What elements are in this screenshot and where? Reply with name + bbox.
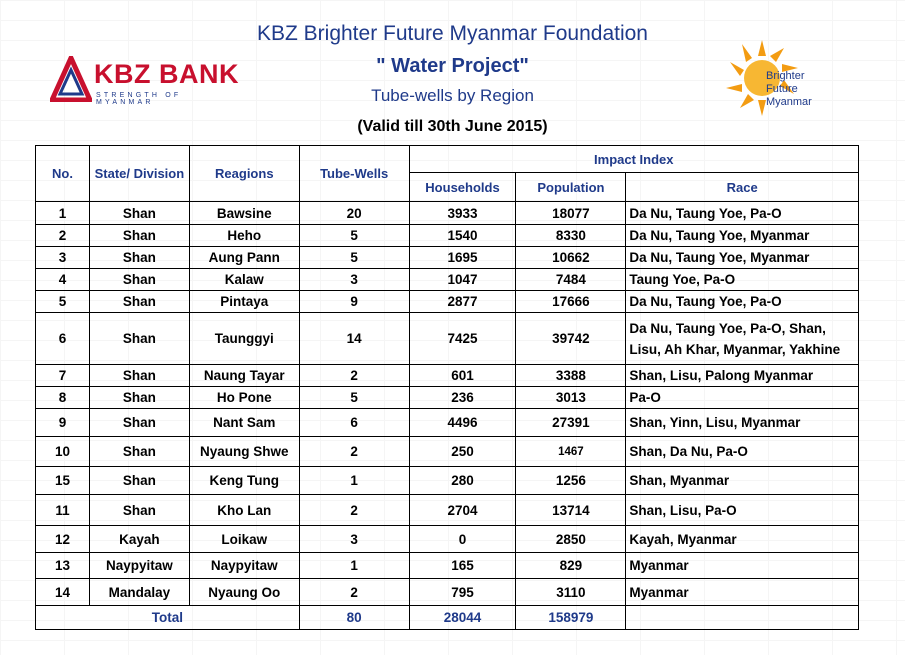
cell-households: 601 [409,365,516,387]
cell-state: Shan [89,202,189,225]
table-row [36,225,859,247]
cell-race: Kayah, Myanmar [626,526,859,553]
header-households: Households [409,173,516,202]
cell-region: Heho [189,225,299,247]
header-population: Population [516,173,626,202]
cell-households: 1540 [409,225,516,247]
cell-state: Shan [89,225,189,247]
validity-note: (Valid till 30th June 2015) [357,118,548,135]
total-row [36,606,859,630]
cell-state: Shan [89,247,189,269]
cell-tubewells: 14 [299,313,409,365]
cell-state: Shan [89,365,189,387]
table-row [36,202,859,225]
header-no: No. [36,146,90,202]
cell-tubewells: 2 [299,437,409,467]
table-row [36,495,859,526]
cell-race: Shan, Myanmar [626,467,859,495]
cell-population: 3013 [516,387,626,409]
cell-tubewells: 5 [299,225,409,247]
race-line-1: Da Nu, Taung Yoe, Pa-O, Shan, [629,320,826,336]
cell-households: 7425 [409,313,516,365]
table-row [36,526,859,553]
race-line-2: Lisu, Ah Khar, Myanmar, Yakhine [629,341,841,357]
cell-region: Ho Pone [189,387,299,409]
cell-no: 6 [36,313,90,365]
kbz-logo-text: KBZ BANK [94,59,239,89]
table-row [36,247,859,269]
header-tubewells: Tube-Wells [299,146,409,202]
cell-no: 8 [36,387,90,409]
cell-race: Da Nu, Taung Yoe, Myanmar [626,247,859,269]
cell-population: 27391 [516,409,626,437]
cell-households: 165 [409,553,516,579]
cell-no: 1 [36,202,90,225]
cell-race: Shan, Lisu, Pa-O [626,495,859,526]
cell-population: 829 [516,553,626,579]
header-impact-index: Impact Index [409,146,858,173]
total-population: 158979 [516,606,626,630]
cell-households: 1047 [409,269,516,291]
bfm-line-2: Future [766,83,798,95]
kbz-bank-logo [50,56,240,106]
cell-state: Mandalay [89,579,189,606]
cell-race: Shan, Yinn, Lisu, Myanmar [626,409,859,437]
cell-race: Myanmar [626,579,859,606]
cell-no: 14 [36,579,90,606]
cell-households: 3933 [409,202,516,225]
total-households: 28044 [409,606,516,630]
cell-no: 2 [36,225,90,247]
cell-tubewells: 3 [299,269,409,291]
cell-households: 2877 [409,291,516,313]
cell-race: Myanmar [626,553,859,579]
cell-households: 250 [409,437,516,467]
table-row [36,365,859,387]
cell-households: 280 [409,467,516,495]
subtitle: Tube-wells by Region [371,86,534,105]
cell-no: 13 [36,553,90,579]
org-title: KBZ Brighter Future Myanmar Foundation [256,22,648,45]
cell-population: 3110 [516,579,626,606]
cell-no: 3 [36,247,90,269]
cell-tubewells: 5 [299,247,409,269]
cell-tubewells: 2 [299,495,409,526]
table-row [36,291,859,313]
cell-region: Loikaw [189,526,299,553]
cell-region: Kho Lan [189,495,299,526]
kbz-logo-tagline: STRENGTH OF MYANMAR [96,92,182,106]
table-row [36,553,859,579]
project-title: " Water Project" [376,55,529,77]
cell-state: Shan [89,409,189,437]
cell-households: 0 [409,526,516,553]
cell-state: Shan [89,269,189,291]
cell-region: Naypyitaw [189,553,299,579]
cell-state: Shan [89,495,189,526]
table-row [36,409,859,437]
cell-region: Aung Pann [189,247,299,269]
table-row [36,579,859,606]
cell-race [626,313,859,365]
cell-population: 8330 [516,225,626,247]
total-race-empty [626,606,859,630]
kbz-triangle-icon [50,56,92,102]
cell-state: Naypyitaw [89,553,189,579]
cell-tubewells: 9 [299,291,409,313]
cell-population: 7484 [516,269,626,291]
cell-population: 17666 [516,291,626,313]
cell-tubewells: 6 [299,409,409,437]
bfm-line-3: Myanmar [766,96,812,108]
cell-tubewells: 1 [299,467,409,495]
cell-population: 13714 [516,495,626,526]
cell-race: Shan, Da Nu, Pa-O [626,437,859,467]
cell-race: Shan, Lisu, Palong Myanmar [626,365,859,387]
cell-population: 2850 [516,526,626,553]
cell-region: Kalaw [189,269,299,291]
table-row [36,313,859,365]
cell-households: 1695 [409,247,516,269]
cell-region: Naung Tayar [189,365,299,387]
cell-region: Keng Tung [189,467,299,495]
cell-no: 15 [36,467,90,495]
brighter-future-myanmar-logo [722,38,832,128]
cell-population: 1467 [516,437,626,467]
header-region: Reagions [189,146,299,202]
header-state: State/ Division [89,146,189,202]
table-row [36,467,859,495]
cell-no: 7 [36,365,90,387]
cell-state: Shan [89,313,189,365]
cell-tubewells: 5 [299,387,409,409]
cell-race: Taung Yoe, Pa-O [626,269,859,291]
cell-tubewells: 2 [299,579,409,606]
bfm-line-1: Brighter [766,70,805,82]
tube-wells-table [35,145,859,630]
cell-region: Taunggyi [189,313,299,365]
cell-region: Nant Sam [189,409,299,437]
table-row [36,387,859,409]
cell-households: 2704 [409,495,516,526]
cell-region: Nyaung Oo [189,579,299,606]
cell-state: Shan [89,387,189,409]
cell-race: Da Nu, Taung Yoe, Pa-O [626,291,859,313]
cell-tubewells: 1 [299,553,409,579]
cell-tubewells: 3 [299,526,409,553]
cell-state: Shan [89,437,189,467]
cell-population: 39742 [516,313,626,365]
cell-race: Da Nu, Taung Yoe, Myanmar [626,225,859,247]
table-row [36,269,859,291]
cell-no: 9 [36,409,90,437]
cell-no: 11 [36,495,90,526]
cell-tubewells: 20 [299,202,409,225]
cell-tubewells: 2 [299,365,409,387]
cell-no: 12 [36,526,90,553]
cell-population: 3388 [516,365,626,387]
cell-households: 4496 [409,409,516,437]
cell-state: Shan [89,467,189,495]
total-label: Total [36,606,300,630]
cell-population: 10662 [516,247,626,269]
total-tubewells: 80 [299,606,409,630]
cell-households: 795 [409,579,516,606]
cell-no: 10 [36,437,90,467]
cell-state: Shan [89,291,189,313]
cell-region: Nyaung Shwe [189,437,299,467]
cell-households: 236 [409,387,516,409]
header-race: Race [626,173,859,202]
cell-population: 18077 [516,202,626,225]
cell-region: Pintaya [189,291,299,313]
cell-no: 5 [36,291,90,313]
cell-race: Da Nu, Taung Yoe, Pa-O [626,202,859,225]
cell-race: Pa-O [626,387,859,409]
cell-no: 4 [36,269,90,291]
table-row [36,437,859,467]
cell-region: Bawsine [189,202,299,225]
cell-state: Kayah [89,526,189,553]
cell-population: 1256 [516,467,626,495]
